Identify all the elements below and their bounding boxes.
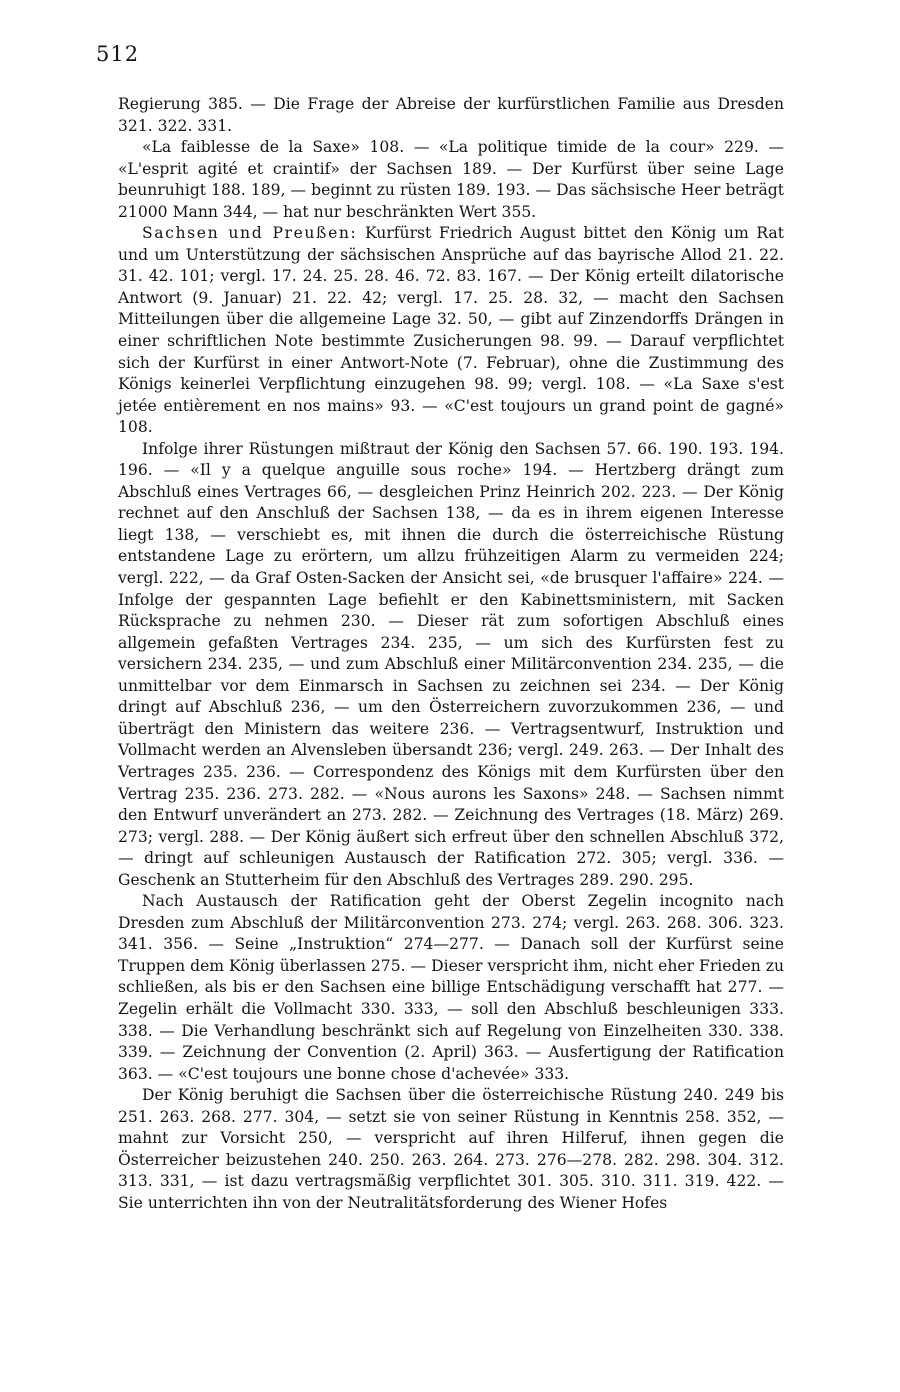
paragraph-6 bbox=[118, 1085, 784, 1214]
paragraph-text: Regierung 385. — Die Frage der Abreise der kurfürstlichen Familie aus Dresden 321. 322. 331. bbox=[118, 95, 784, 135]
section-heading-sachsen-und-preussen: Sachsen und Preußen: bbox=[142, 224, 358, 243]
paragraph-4 bbox=[118, 439, 784, 891]
page-number: 512 bbox=[96, 42, 140, 66]
paragraph-text: Der König beruhigt die Sachsen über die österreichische Rüstung 240. 249 bis 251. 263. 268. 277. 304, — setzt sie von seiner Rüstung in Kenntnis 258. 352, — mahnt zur Vorsicht 250, — verspricht auf ihren Hilferuf, ihnen gegen die Österreicher beizustehen 240. 250. 263. 264. 273. 276—278. 282. 298. 304. 312. 313. 331, — ist dazu vertragsmäßig verpflichtet 301. 305. 310. 311. 319. 422. — Sie unterrichten ihn von der Neutralitätsforderung des Wiener Hofes bbox=[118, 1086, 784, 1212]
paragraph-text: «La faiblesse de la Saxe» 108. — «La politique timide de la cour» 229. — «L'esprit agité et craintif» der Sachsen 189. — Der Kurfürst über seine Lage beunruhigt 188. 189, — beginnt zu rüsten 189. 193. — Das sächsische Heer beträgt 21000 Mann 344, — hat nur beschränkten Wert 355. bbox=[118, 138, 784, 221]
paragraph-1 bbox=[118, 94, 784, 137]
paragraph-text: Kurfürst Friedrich August bittet den König um Rat und um Unterstützung der sächsischen Ansprüche auf das bayrische Allod 21. 22. 31. 42. 101; vergl. 17. 24. 25. 28. 46. 72. 83. 167. — Der König erteilt dilatorische Antwort (9. Januar) 21. 22. 42; vergl. 17. 25. 28. 32, — macht den Sachsen Mitteilungen über die allgemeine Lage 32. 50, — gibt auf Zinzendorffs Drängen in einer schriftlichen Note bestimmte Zusicherungen 98. 99. — Darauf verpflichtet sich der Kurfürst in einer Antwort-Note (7. Februar), ohne die Zustimmung des Königs keinerlei Verpflichtung einzugehen 98. 99; vergl. 108. — «La Saxe s'est jetée entièrement en nos mains» 93. — «C'est toujours un grand point de gagné» 108. bbox=[118, 224, 784, 437]
paragraph-text: Nach Austausch der Ratification geht der Oberst Zegelin incognito nach Dresden zum Abschluß der Militärconvention 273. 274; vergl. 263. 268. 306. 323. 341. 356. — Seine „Instruktion“ 274—277. — Danach soll der Kurfürst seine Truppen dem König überlassen 275. — Dieser verspricht ihm, nicht eher Frieden zu schließen, als bis er den Sachsen eine billige Entschädigung verschafft hat 277. — Zegelin erhält die Vollmacht 330. 333, — soll den Abschluß beschleunigen 333. 338. — Die Verhandlung beschränkt sich auf Regelung von Einzelheiten 330. 338. 339. — Zeichnung der Convention (2. April) 363. — Ausfertigung der Ratification 363. — «C'est toujours une bonne chose d'achevée» 333. bbox=[118, 892, 784, 1083]
index-text bbox=[118, 94, 784, 1214]
paragraph-text: Infolge ihrer Rüstungen mißtraut der König den Sachsen 57. 66. 190. 193. 194. 196. — «Il y a quelque anguille sous roche» 194. — Hertzberg drängt zum Abschluß eines Vertrages 66, — desgleichen Prinz Heinrich 202. 223. — Der König rechnet auf den Anschluß der Sachsen 138, — da es in ihrem eigenen Interesse liegt 138, — verschiebt es, mit ihnen die durch die österreichische Rüstung entstandene Lage zu erörtern, um allzu frühzeitigen Alarm zu vermeiden 224; vergl. 222, — da Graf Osten-Sacken der Ansicht sei, «de brusquer l'affaire» 224. — Infolge der gespannten Lage befiehlt er den Kabinettsministern, mit Sacken Rücksprache zu nehmen 230. — Dieser rät zum sofortigen Abschluß eines allgemein gefaßten Vertrages 234. 235, — um sich des Kurfürsten fest zu versichern 234. 235, — und zum Abschluß einer Militärconvention 234. 235, — die unmittelbar vor dem Einmarsch in Sachsen zu zeichnen sei 234. — Der König dringt auf Abschluß 236, — um den Österreichern zuvorzukommen 236, — und überträgt den Ministern das weitere 236. — Vertragsentwurf, Instruktion und Vollmacht werden an Alvensleben übersandt 236; vergl. 249. 263. — Der Inhalt des Vertrages 235. 236. — Correspondenz des Königs mit dem Kurfürsten über den Vertrag 235. 236. 273. 282. — «Nous aurons les Saxons» 248. — Sachsen nimmt den Entwurf unverändert an 273. 282. — Zeichnung des Vertrages (18. März) 269. 273; vergl. 288. — Der König äußert sich erfreut über den schnellen Abschluß 372, — dringt auf schleunigen Austausch der Ratification 272. 305; vergl. 336. — Geschenk an Stutterheim für den Abschluß des Vertrages 289. 290. 295. bbox=[118, 439, 784, 889]
paragraph-5 bbox=[118, 891, 784, 1085]
paragraph-2 bbox=[118, 137, 784, 223]
paragraph-3 bbox=[118, 223, 784, 438]
